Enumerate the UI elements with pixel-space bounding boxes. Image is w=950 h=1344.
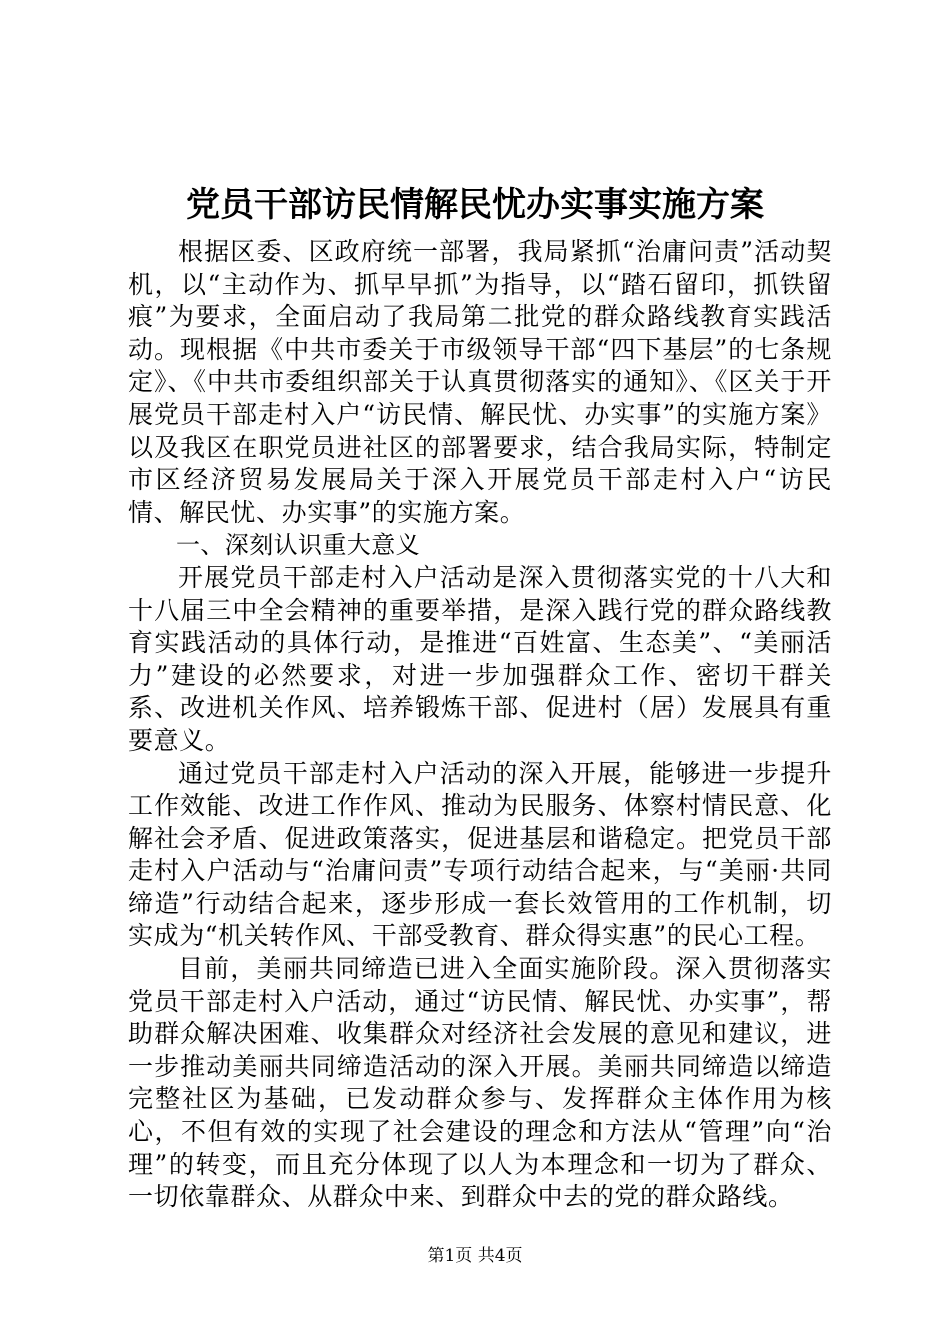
section-heading-1: 一、深刻认识重大意义 — [176, 531, 420, 560]
paragraph-current-status: 目前，美丽共同缔造已进入全面实施阶段。深入贯彻落实党员干部走村入户活动，通过“访民情、解民忧、办实事”，帮助群众解决困难、收集群众对经济社会发展的意见和建议，进一步推动美丽共同缔造活动的深入开展。美丽共同缔造以缔造完整社区为基础，已发动群众参与、发挥群众主体作用为核心，不但有效的实现了社会建设的理念和方法从“管理”向“治理”的转变，而且充分体现了以人为本理念和一切为了群众、一切依靠群众、从群众中来、到群众中去的党的群众路线。 — [128, 954, 832, 1212]
document-title: 党员干部访民情解民忧办实事实施方案 — [186, 185, 764, 225]
paragraph-intro: 根据区委、区政府统一部署，我局紧抓“治庸问责”活动契机，以“主动作为、抓早早抓”为指导，以“踏石留印，抓铁留痕”为要求，全面启动了我局第二批党的群众路线教育实践活动。现根据《中共市委关于市级领导干部“四下基层”的七条规定》、《中共市委组织部关于认真贯彻落实的通知》、《区关于开展党员干部走村入户“访民情、解民忧、办实事”的实施方案》以及我区在职党员进社区的部署要求，结合我局实际，特制定市区经济贸易发展局关于深入开展党员干部走村入户“访民情、解民忧、办实事”的实施方案。 — [128, 237, 832, 527]
paragraph-significance: 开展党员干部走村入户活动是深入贯彻落实党的十八大和十八届三中全会精神的重要举措，是深入践行党的群众路线教育实践活动的具体行动，是推进“百姓富、生态美”、“美丽活力”建设的必然要求，对进一步加强群众工作、密切干群关系、改进机关作风、培养锻炼干部、促进村（居）发展具有重要意义。 — [128, 562, 832, 755]
document-body — [128, 236, 832, 1214]
paragraph-effects: 通过党员干部走村入户活动的深入开展，能够进一步提升工作效能、改进工作作风、推动为民服务、体察村情民意、化解社会矛盾、促进政策落实，促进基层和谐稳定。把党员干部走村入户活动与“治庸问责”专项行动结合起来，与“美丽·共同缔造”行动结合起来，逐步形成一套长效管用的工作机制，切实成为“机关转作风、干部受教育、群众得实惠”的民心工程。 — [128, 758, 832, 951]
page-number-footer: 第1页 共4页 — [427, 1246, 523, 1266]
